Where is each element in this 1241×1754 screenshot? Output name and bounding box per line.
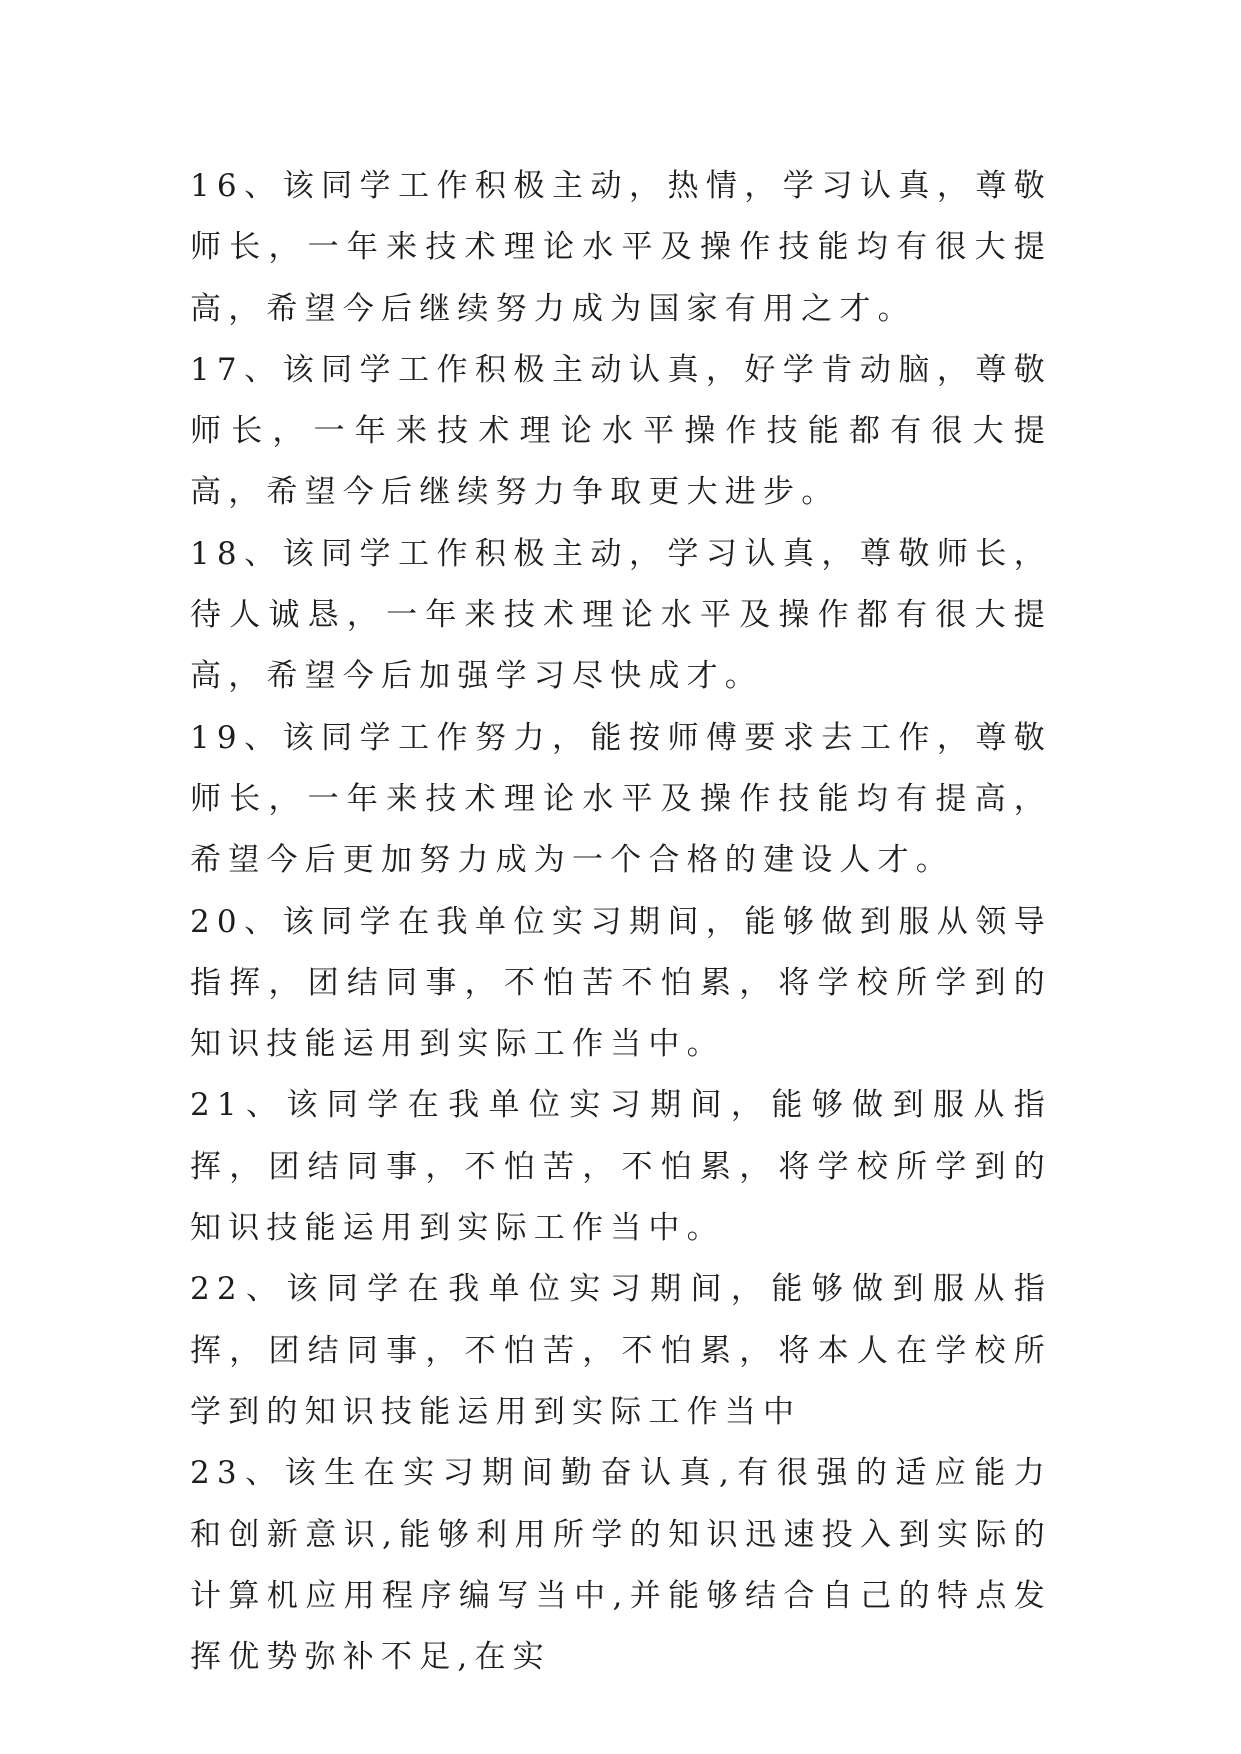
paragraph-17: 17、该同学工作积极主动认真，好学肯动脑，尊敬师长，一年来技术理论水平操作技能都有很大提高，希望今后继续努力争取更大进步。 bbox=[190, 351, 1052, 511]
paragraph-18: 18、该同学工作积极主动，学习认真，尊敬师长，待人诚恳，一年来技术理论水平及操作都有很大提高，希望今后加强学习尽快成才。 bbox=[190, 535, 1052, 695]
document-body bbox=[190, 156, 1052, 1688]
paragraph-20: 20、该同学在我单位实习期间，能够做到服从领导指挥，团结同事，不怕苦不怕累，将学校所学到的知识技能运用到实际工作当中。 bbox=[190, 903, 1052, 1063]
paragraph-16: 16、该同学工作积极主动，热情，学习认真，尊敬师长，一年来技术理论水平及操作技能均有很大提高，希望今后继续努力成为国家有用之才。 bbox=[190, 168, 1052, 327]
paragraph-19: 19、该同学工作努力，能按师傅要求去工作，尊敬师长，一年来技术理论水平及操作技能均有提高，希望今后更加努力成为一个合格的建设人才。 bbox=[190, 719, 1052, 879]
paragraph-21: 21、该同学在我单位实习期间，能够做到服从指挥，团结同事，不怕苦，不怕累，将学校所学到的知识技能运用到实际工作当中。 bbox=[190, 1087, 1052, 1247]
paragraph-23: 23、该生在实习期间勤奋认真,有很强的适应能力和创新意识,能够利用所学的知识迅速投入到实际的计算机应用程序编写当中,并能够结合自己的特点发挥优势弥补不足,在实 bbox=[190, 1455, 1052, 1676]
paragraph-22: 22、该同学在我单位实习期间，能够做到服从指挥，团结同事，不怕苦，不怕累，将本人在学校所学到的知识技能运用到实际工作当中 bbox=[190, 1271, 1052, 1430]
